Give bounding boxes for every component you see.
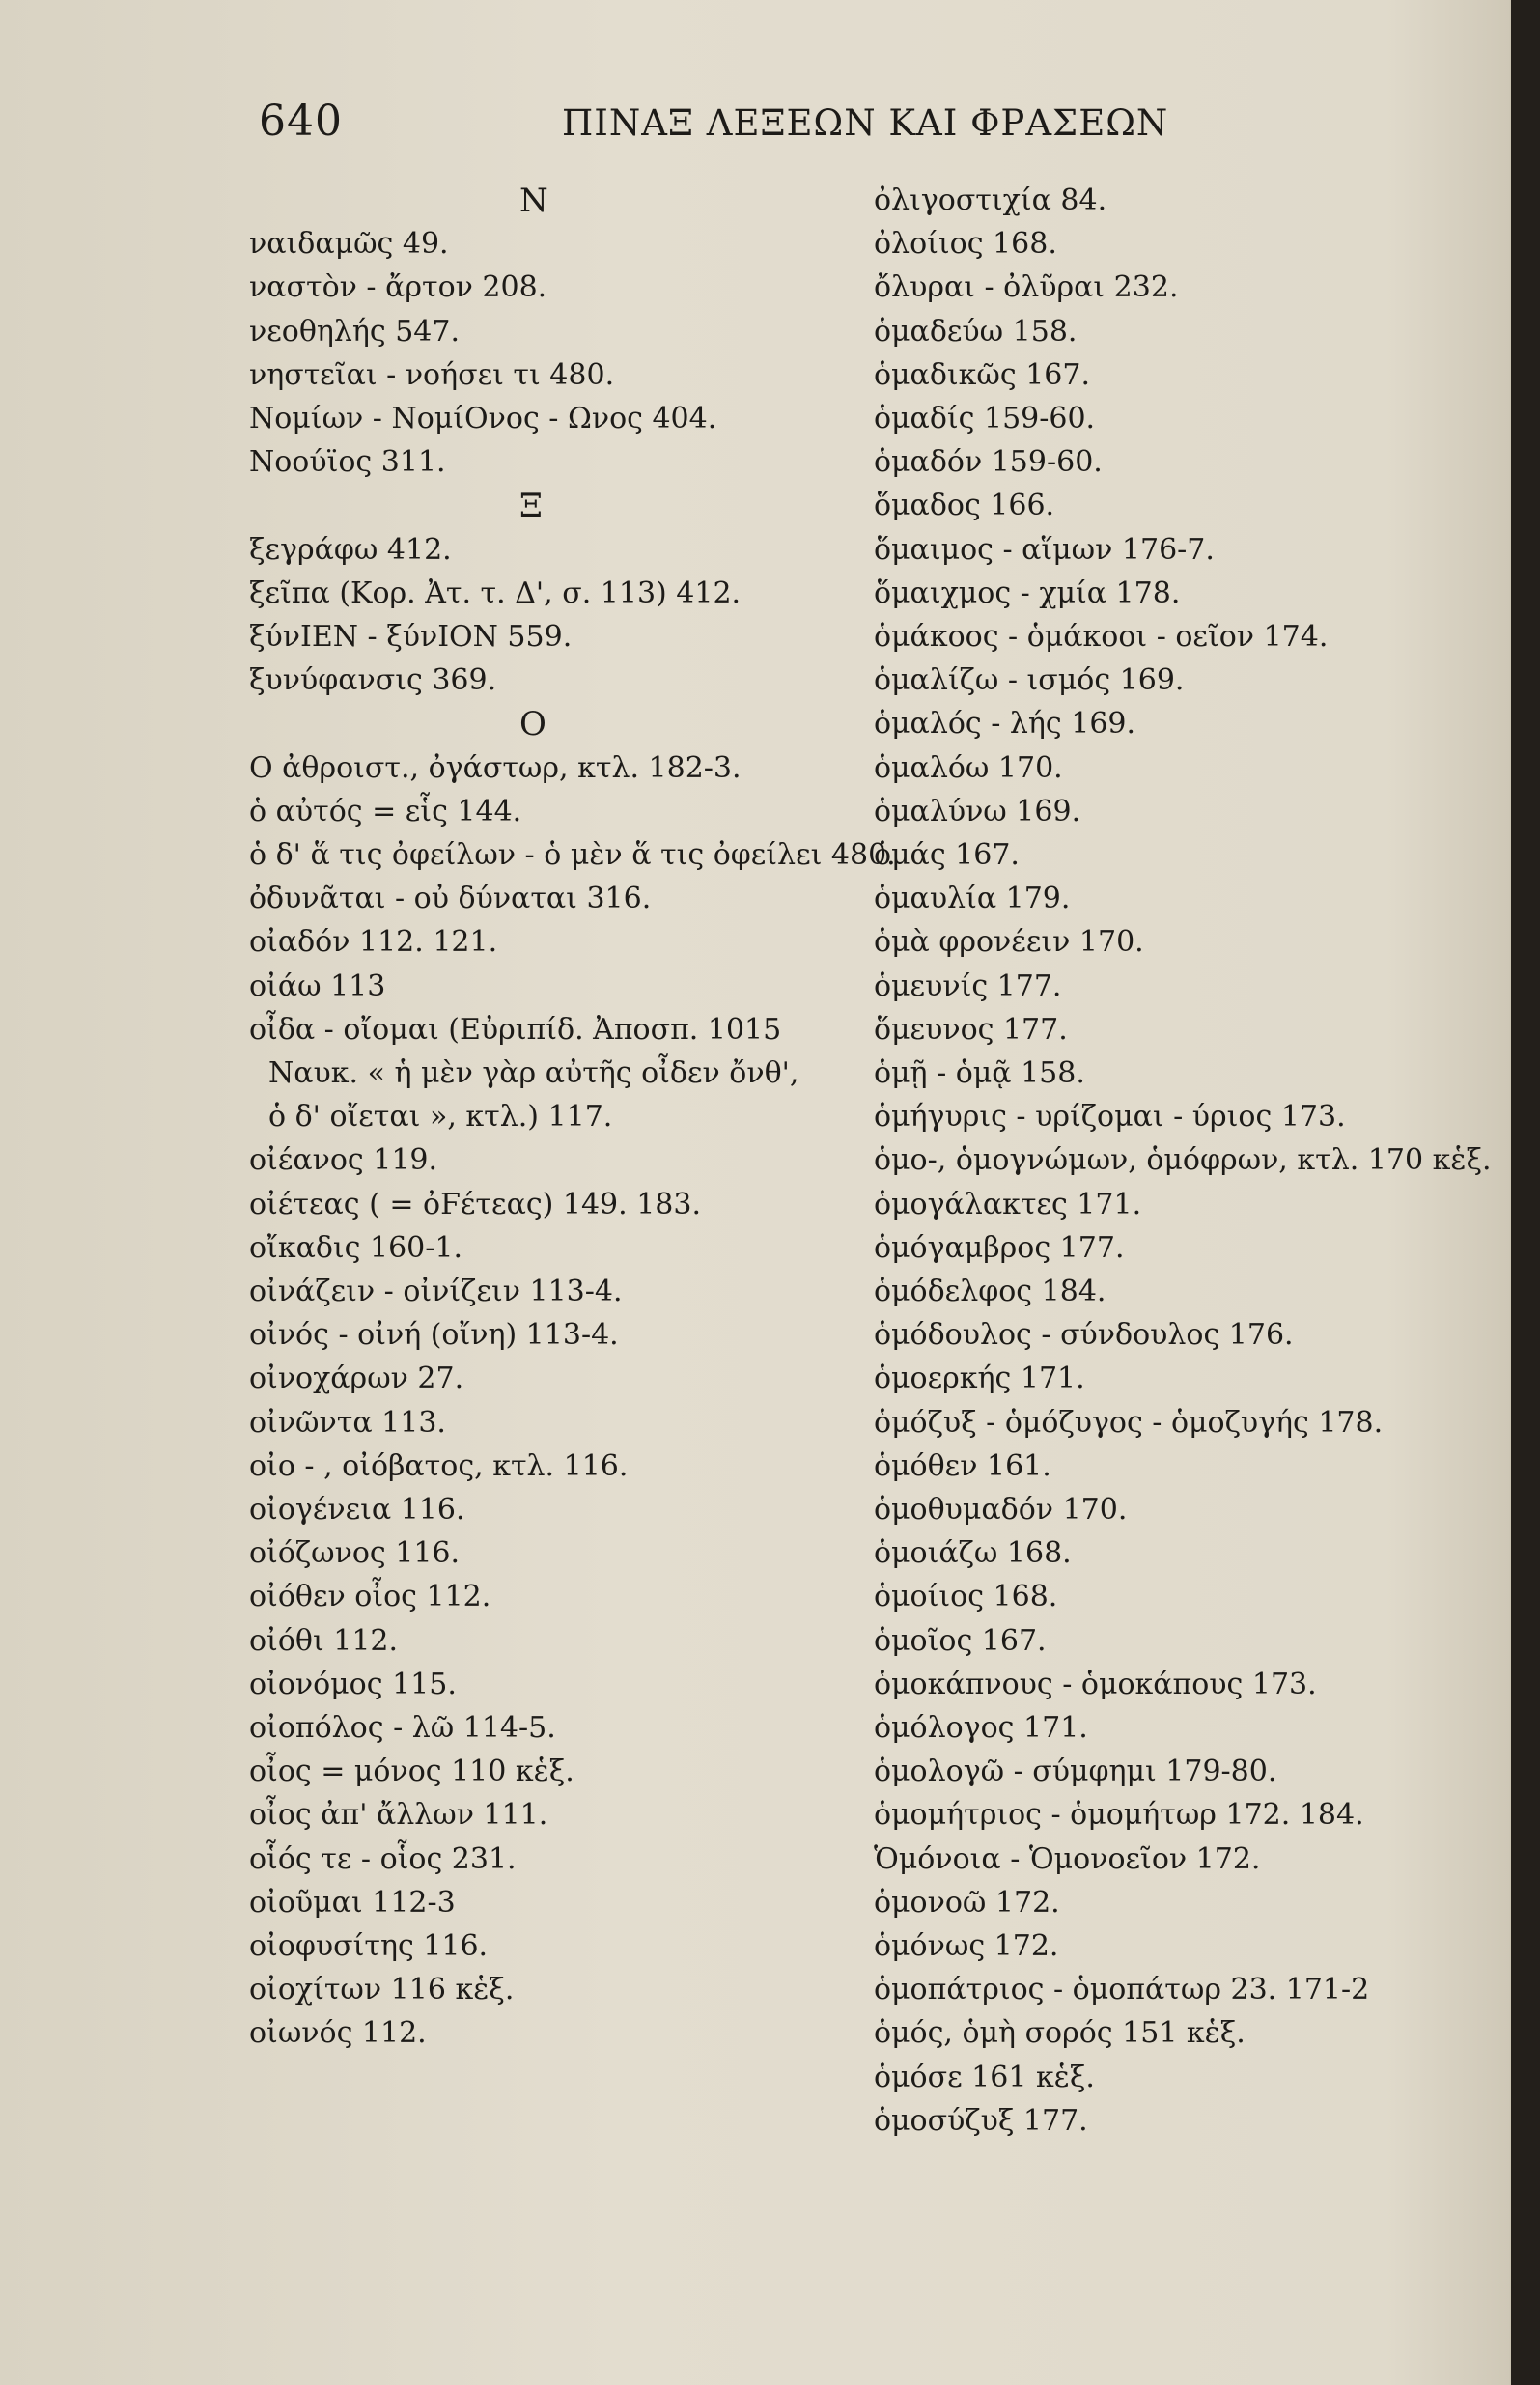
index-entry: ὁμοιάζω 168. xyxy=(874,1536,1072,1571)
index-entry: ξυνύφανσις 369. xyxy=(249,663,497,698)
index-entry: οἰαδόν 112. 121. xyxy=(249,925,498,960)
index-entry: ὅμαιχμος - χμία 178. xyxy=(874,575,1181,610)
index-entry: ὁμὰ φρονέειν 170. xyxy=(874,925,1144,960)
index-entry: ὁμογάλακτες 171. xyxy=(874,1187,1142,1221)
index-entry: ὁμαλόω 170. xyxy=(874,750,1063,785)
index-entry: ὅμαιμος - αἵμων 176-7. xyxy=(874,532,1215,567)
index-entry: ὁμαλίζω - ισμός 169. xyxy=(874,663,1185,698)
index-entry: ὁ δ' οἴεται », κτλ.) 117. xyxy=(268,1100,613,1135)
index-entry: ὁμός, ὁμὴ σορός 151 κἑξ. xyxy=(874,2016,1246,2051)
index-entry: ὁμοκάπνους - ὁμοκάπους 173. xyxy=(874,1667,1317,1701)
index-entry: νηστεῖαι - νοήσει τι 480. xyxy=(249,357,615,392)
section-letter-heading: Ξ xyxy=(519,487,543,526)
index-entry: ὁμάκοος - ὁμάκοοι - οεῖον 174. xyxy=(874,620,1329,654)
index-entry: οἰάω 113 xyxy=(249,968,386,1003)
index-entry: ὁμευνίς 177. xyxy=(874,968,1062,1003)
index-entry: οἰοχίτων 116 κἑξ. xyxy=(249,1973,515,2007)
page-number: 640 xyxy=(259,97,343,146)
index-entry: οἰνάζειν - οἰνίζειν 113-4. xyxy=(249,1275,623,1308)
index-entry: ὀλιγοστιχία 84. xyxy=(874,183,1107,217)
index-entry: οἰνός - οἰνή (οἴνη) 113-4. xyxy=(249,1318,619,1353)
index-entry: ξεῖπα (Κορ. Ἀτ. τ. Δ', σ. 113) 412. xyxy=(249,575,742,610)
index-entry: οἰοῦμαι 112-3 xyxy=(249,1885,456,1920)
index-entry: ὁμαυλία 179. xyxy=(874,882,1071,916)
index-entry: ὁμαλύνω 169. xyxy=(874,794,1081,828)
index-entry: οἰο - , οἰόβατος, κτλ. 116. xyxy=(249,1448,629,1483)
index-entry: ναιδαμῶς 49. xyxy=(249,227,449,262)
index-entry: ναστὸν - ἄρτον 208. xyxy=(249,270,547,305)
index-entry: ὁμόθεν 161. xyxy=(874,1448,1051,1483)
index-entry: οἴκαδις 160-1. xyxy=(249,1230,463,1265)
index-entry: Ο ἀθροιστ., ὀγάστωρ, κτλ. 182-3. xyxy=(249,750,742,785)
index-entry: ὁμόνως 172. xyxy=(874,1929,1059,1963)
index-entry: οἰόζωνος 116. xyxy=(249,1536,461,1571)
index-entry: ὁμαδεύω 158. xyxy=(874,314,1078,349)
index-entry: οἰωνός 112. xyxy=(249,2016,427,2051)
index-entry: οἰοπόλος - λῶ 114-5. xyxy=(249,1711,556,1745)
index-entry: ὁμήγυρις - υρίζομαι - ύριος 173. xyxy=(874,1100,1346,1135)
index-entry: ὁμαλός - λής 169. xyxy=(874,707,1136,742)
index-entry: ὁμομήτριος - ὁμομήτωρ 172. 184. xyxy=(874,1798,1364,1833)
index-entry: ὁμο-, ὁμογνώμων, ὁμόφρων, κτλ. 170 κἑξ. xyxy=(874,1143,1492,1178)
index-entry: ὁμοερκής 171. xyxy=(874,1361,1085,1396)
index-entry: ὁμόδελφος 184. xyxy=(874,1275,1106,1308)
index-entry: οἷός τε - οἷος 231. xyxy=(249,1841,517,1876)
running-title: ΠΙΝΑΞ ΛΕΞΕΩΝ ΚΑΙ ΦΡΑΣΕΩΝ xyxy=(562,102,1169,144)
index-entry: ὁμοίιος 168. xyxy=(874,1580,1058,1614)
index-entry: ὀδυνᾶται - οὐ δύναται 316. xyxy=(249,882,652,916)
index-entry: ὁμόσε 161 κἑξ. xyxy=(874,2060,1095,2094)
index-entry: ὁμαδόν 159-60. xyxy=(874,445,1103,480)
index-entry: οἰογένεια 116. xyxy=(249,1493,465,1527)
index-entry: νεοθηλής 547. xyxy=(249,314,460,349)
index-entry: οἰέτεας ( = ὀϜέτεας) 149. 183. xyxy=(249,1187,702,1221)
index-entry: Ὁμόνοια - Ὁμονοεῖον 172. xyxy=(874,1841,1261,1876)
index-entry: οἶδα - οἴομαι (Εὐριπίδ. Ἀποσπ. 1015 xyxy=(249,1012,782,1047)
index-entry: ὁμῇ - ὁμᾷ 158. xyxy=(874,1056,1085,1090)
index-entry: ὁμόδουλος - σύνδουλος 176. xyxy=(874,1318,1294,1353)
page-edge-shadow xyxy=(1511,0,1540,2385)
index-entry: ὅμαδος 166. xyxy=(874,489,1055,523)
index-entry: ξύνΙΕΝ - ξύνΙΟΝ 559. xyxy=(249,620,573,654)
index-entry: Νομίων - ΝομίΟνος - Ωνος 404. xyxy=(249,402,717,435)
index-entry: οἰόθι 112. xyxy=(249,1623,399,1658)
index-entry: ὁμόζυξ - ὁμόζυγος - ὁμοζυγής 178. xyxy=(874,1405,1384,1440)
index-entry: ὁμολογῶ - σύμφημι 179-80. xyxy=(874,1754,1277,1789)
index-entry: Νοούϊος 311. xyxy=(249,445,446,480)
index-entry: ὁμοθυμαδόν 170. xyxy=(874,1493,1128,1527)
index-entry: ὁ δ' ἅ τις ὀφείλων - ὁ μὲν ἅ τις ὀφείλει 480. xyxy=(249,838,896,872)
index-entry: ὁμαδικῶς 167. xyxy=(874,357,1090,392)
index-entry: οἶος ἀπ' ἄλλων 111. xyxy=(249,1798,548,1833)
index-entry: ὁμάς 167. xyxy=(874,838,1020,872)
index-entry: ὁμόλογος 171. xyxy=(874,1711,1088,1745)
index-entry: οἰόθεν οἶος 112. xyxy=(249,1580,491,1614)
section-letter-heading: Ν xyxy=(519,182,548,220)
index-entry: οἶος = μόνος 110 κἑξ. xyxy=(249,1754,574,1789)
index-entry: ὄλυραι - ὀλῦραι 232. xyxy=(874,270,1179,305)
index-entry: ὁ αὐτός = εἷς 144. xyxy=(249,794,522,828)
index-entry: οἰονόμος 115. xyxy=(249,1667,457,1701)
index-entry: ὁμοπάτριος - ὁμοπάτωρ 23. 171-2 xyxy=(874,1973,1370,2007)
index-entry: Ναυκ. « ἡ μὲν γὰρ αὐτῆς οἶδεν ὄνθ', xyxy=(268,1056,799,1090)
index-entry: ὁμαδίς 159-60. xyxy=(874,402,1096,435)
index-entry: οἰνῶντα 113. xyxy=(249,1405,446,1440)
index-entry: ὁμόγαμβρος 177. xyxy=(874,1230,1125,1265)
index-entry: οἰέανος 119. xyxy=(249,1143,438,1178)
index-entry: ὁμοῖος 167. xyxy=(874,1623,1047,1658)
section-letter-heading: Ο xyxy=(519,705,546,744)
index-entry: ξεγράφω 412. xyxy=(249,532,452,567)
index-entry: οἰοφυσίτης 116. xyxy=(249,1929,489,1963)
index-entry: ὁμονοῶ 172. xyxy=(874,1885,1060,1920)
index-entry: οἰνοχάρων 27. xyxy=(249,1361,464,1396)
index-entry: ὀλοίιος 168. xyxy=(874,227,1057,262)
index-entry: ὅμευνος 177. xyxy=(874,1012,1068,1047)
index-entry: ὁμοσύζυξ 177. xyxy=(874,2103,1088,2138)
